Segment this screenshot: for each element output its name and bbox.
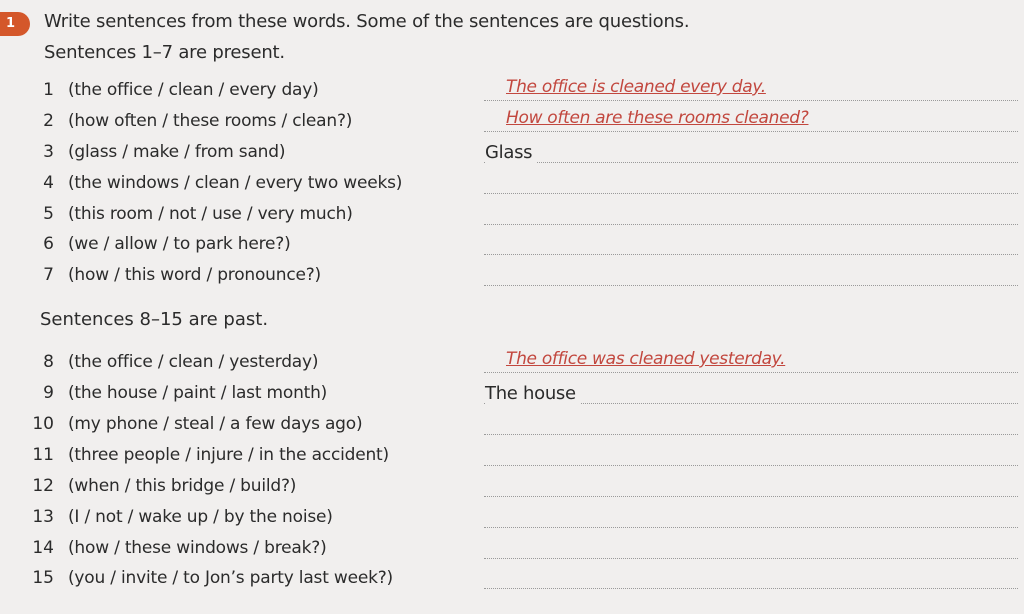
answer-line[interactable]: [484, 588, 1018, 589]
exercise-item: [0, 445, 1024, 471]
answer-starter: Glass: [485, 142, 536, 163]
item-prompt: (the house / paint / last month): [68, 383, 328, 403]
answer-line[interactable]: [484, 162, 1018, 163]
exercise-item: [0, 77, 1024, 106]
item-prompt: (how often / these rooms / clean?): [68, 111, 353, 131]
item-number: 5: [43, 204, 54, 224]
item-number: 3: [43, 142, 54, 162]
answer-line[interactable]: [484, 254, 1018, 255]
answer-starter: The house: [485, 383, 580, 404]
answer-text: The office is cleaned every day.: [506, 77, 766, 97]
item-prompt: (we / allow / to park here?): [68, 234, 291, 254]
exercise-item: [0, 234, 1024, 260]
item-prompt: (you / invite / to Jon’s party last week?): [68, 568, 393, 588]
answer-line[interactable]: [484, 131, 1018, 132]
answer-line[interactable]: [484, 285, 1018, 286]
item-number: 12: [32, 476, 54, 496]
item-prompt: (the office / clean / yesterday): [68, 352, 319, 372]
present-note: Sentences 1–7 are present.: [44, 42, 285, 63]
answer-line[interactable]: [484, 465, 1018, 466]
answer-line[interactable]: [484, 193, 1018, 194]
answer-line[interactable]: [484, 224, 1018, 225]
item-prompt: (how / these windows / break?): [68, 538, 327, 558]
past-subheading: Sentences 8–15 are past.: [40, 309, 269, 330]
item-prompt: (the office / clean / every day): [68, 80, 319, 100]
answer-line[interactable]: [484, 434, 1018, 435]
exercise-item: [0, 568, 1024, 594]
item-prompt: (the windows / clean / every two weeks): [68, 173, 403, 193]
item-number: 11: [32, 445, 54, 465]
exercise-item: [0, 108, 1024, 137]
exercise-number-badge: 1: [0, 12, 30, 36]
item-number: 6: [43, 234, 54, 254]
item-number: 14: [32, 538, 54, 558]
item-number: 8: [43, 352, 54, 372]
item-prompt: (three people / injure / in the accident): [68, 445, 389, 465]
item-number: 9: [43, 383, 54, 403]
exercise-instruction: Write sentences from these words. Some of the sentences are questions.: [44, 11, 690, 32]
exercise-item: [0, 173, 1024, 199]
item-prompt: (I / not / wake up / by the noise): [68, 507, 333, 527]
answer-text: How often are these rooms cleaned?: [506, 108, 809, 128]
item-number: 7: [43, 265, 54, 285]
item-prompt: (my phone / steal / a few days ago): [68, 414, 363, 434]
exercise-item: [0, 142, 1024, 168]
item-number: 1: [43, 80, 54, 100]
item-prompt: (how / this word / pronounce?): [68, 265, 321, 285]
answer-line[interactable]: [484, 558, 1018, 559]
exercise-item: [0, 349, 1024, 378]
answer-line[interactable]: [484, 372, 1018, 373]
exercise-item: [0, 476, 1024, 502]
answer-line[interactable]: [484, 100, 1018, 101]
exercise-item: [0, 204, 1024, 230]
exercise-item: [0, 538, 1024, 564]
item-number: 15: [32, 568, 54, 588]
item-prompt: (glass / make / from sand): [68, 142, 286, 162]
answer-line[interactable]: [484, 527, 1018, 528]
item-number: 2: [43, 111, 54, 131]
answer-line[interactable]: [484, 496, 1018, 497]
exercise-item: [0, 383, 1024, 409]
item-number: 4: [43, 173, 54, 193]
answer-text: The office was cleaned yesterday.: [506, 349, 786, 369]
exercise-item: [0, 265, 1024, 291]
item-prompt: (this room / not / use / very much): [68, 204, 353, 224]
exercise-item: [0, 507, 1024, 533]
item-number: 10: [32, 414, 54, 434]
item-prompt: (when / this bridge / build?): [68, 476, 297, 496]
item-number: 13: [32, 507, 54, 527]
exercise-item: [0, 414, 1024, 440]
